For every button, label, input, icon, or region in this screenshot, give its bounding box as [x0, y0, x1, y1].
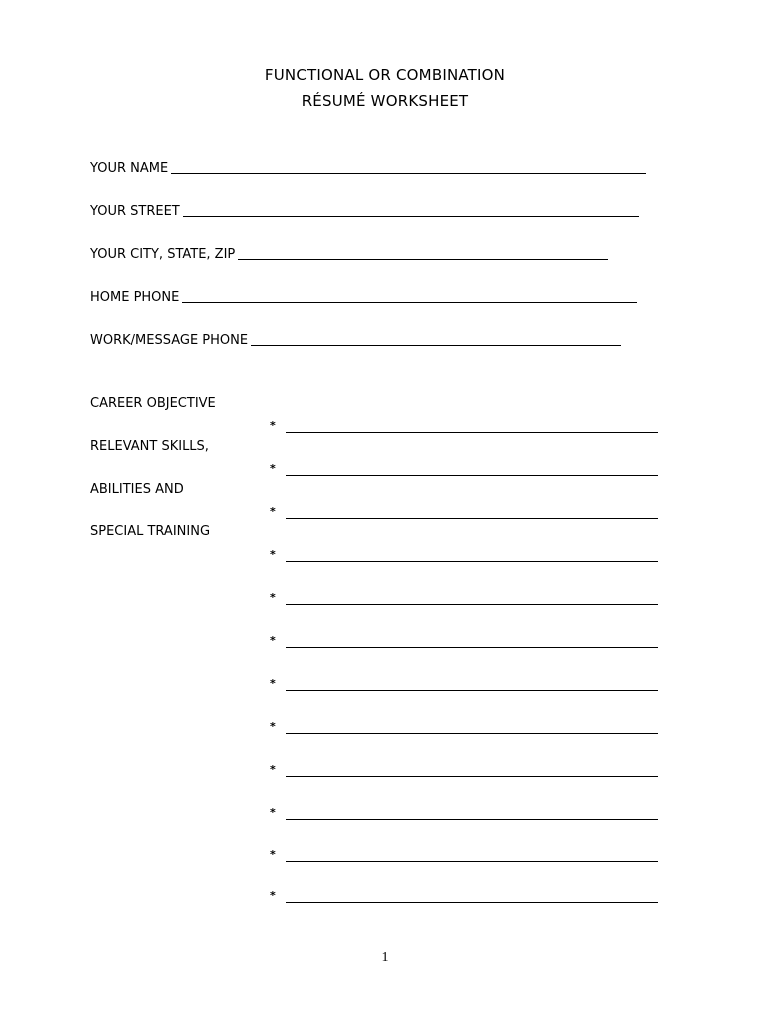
- relevant-skills-label: RELEVANT SKILLS,: [90, 439, 209, 454]
- home-phone-line[interactable]: [182, 302, 637, 303]
- skill-entry-line[interactable]: [270, 849, 660, 865]
- skill-entry-underline[interactable]: [286, 819, 658, 820]
- skill-entry-line[interactable]: [270, 721, 660, 737]
- bullet-star-icon: *: [270, 848, 276, 861]
- home-phone-label: HOME PHONE: [90, 290, 180, 305]
- skill-entry-underline[interactable]: [286, 647, 658, 648]
- career-objective-label: CAREER OBJECTIVE: [90, 396, 216, 411]
- skill-entry-underline[interactable]: [286, 432, 658, 433]
- bullet-star-icon: *: [270, 634, 276, 647]
- your-city-state-zip-field[interactable]: [90, 243, 608, 263]
- bullet-star-icon: *: [270, 677, 276, 690]
- skill-entry-line[interactable]: [270, 678, 660, 694]
- special-training-label: SPECIAL TRAINING: [90, 524, 211, 539]
- abilities-and-label: ABILITIES AND: [90, 482, 184, 497]
- skill-entry-underline[interactable]: [286, 733, 658, 734]
- your-street-line[interactable]: [183, 216, 639, 217]
- skill-entry-line[interactable]: [270, 506, 660, 522]
- skill-entry-line[interactable]: [270, 764, 660, 780]
- worksheet-title-line-1: FUNCTIONAL OR COMBINATION: [264, 66, 506, 84]
- your-name-line[interactable]: [171, 173, 646, 174]
- skill-entry-line[interactable]: [270, 592, 660, 608]
- bullet-star-icon: *: [270, 419, 276, 432]
- skill-entry-underline[interactable]: [286, 690, 658, 691]
- bullet-star-icon: *: [270, 505, 276, 518]
- your-city-state-zip-line[interactable]: [238, 259, 608, 260]
- skill-entry-line[interactable]: [270, 549, 660, 565]
- bullet-star-icon: *: [270, 889, 276, 902]
- skill-entry-line[interactable]: [270, 463, 660, 479]
- bullet-star-icon: *: [270, 720, 276, 733]
- your-name-field[interactable]: [90, 157, 646, 177]
- bullet-star-icon: *: [270, 763, 276, 776]
- skill-entry-underline[interactable]: [286, 604, 658, 605]
- your-city-state-zip-label: YOUR CITY, STATE, ZIP: [90, 247, 236, 262]
- skill-entry-underline[interactable]: [286, 518, 658, 519]
- your-name-label: YOUR NAME: [90, 161, 169, 176]
- skill-entry-underline[interactable]: [286, 561, 658, 562]
- skill-entry-underline[interactable]: [286, 902, 658, 903]
- bullet-star-icon: *: [270, 806, 276, 819]
- skill-entry-line[interactable]: [270, 807, 660, 823]
- work-message-phone-label: WORK/MESSAGE PHONE: [90, 333, 249, 348]
- skill-entry-line[interactable]: [270, 890, 660, 906]
- skill-entry-underline[interactable]: [286, 861, 658, 862]
- skill-entry-underline[interactable]: [286, 776, 658, 777]
- skill-entry-line[interactable]: [270, 420, 660, 436]
- skill-entry-underline[interactable]: [286, 475, 658, 476]
- page-number: 1: [381, 950, 389, 965]
- home-phone-field[interactable]: [90, 286, 637, 306]
- your-street-field[interactable]: [90, 200, 639, 220]
- bullet-star-icon: *: [270, 462, 276, 475]
- worksheet-title-line-2: RÉSUMÉ WORKSHEET: [301, 92, 469, 110]
- skill-entry-line[interactable]: [270, 635, 660, 651]
- your-street-label: YOUR STREET: [90, 204, 180, 219]
- bullet-star-icon: *: [270, 548, 276, 561]
- work-message-phone-field[interactable]: [90, 329, 621, 349]
- work-message-phone-line[interactable]: [251, 345, 621, 346]
- bullet-star-icon: *: [270, 591, 276, 604]
